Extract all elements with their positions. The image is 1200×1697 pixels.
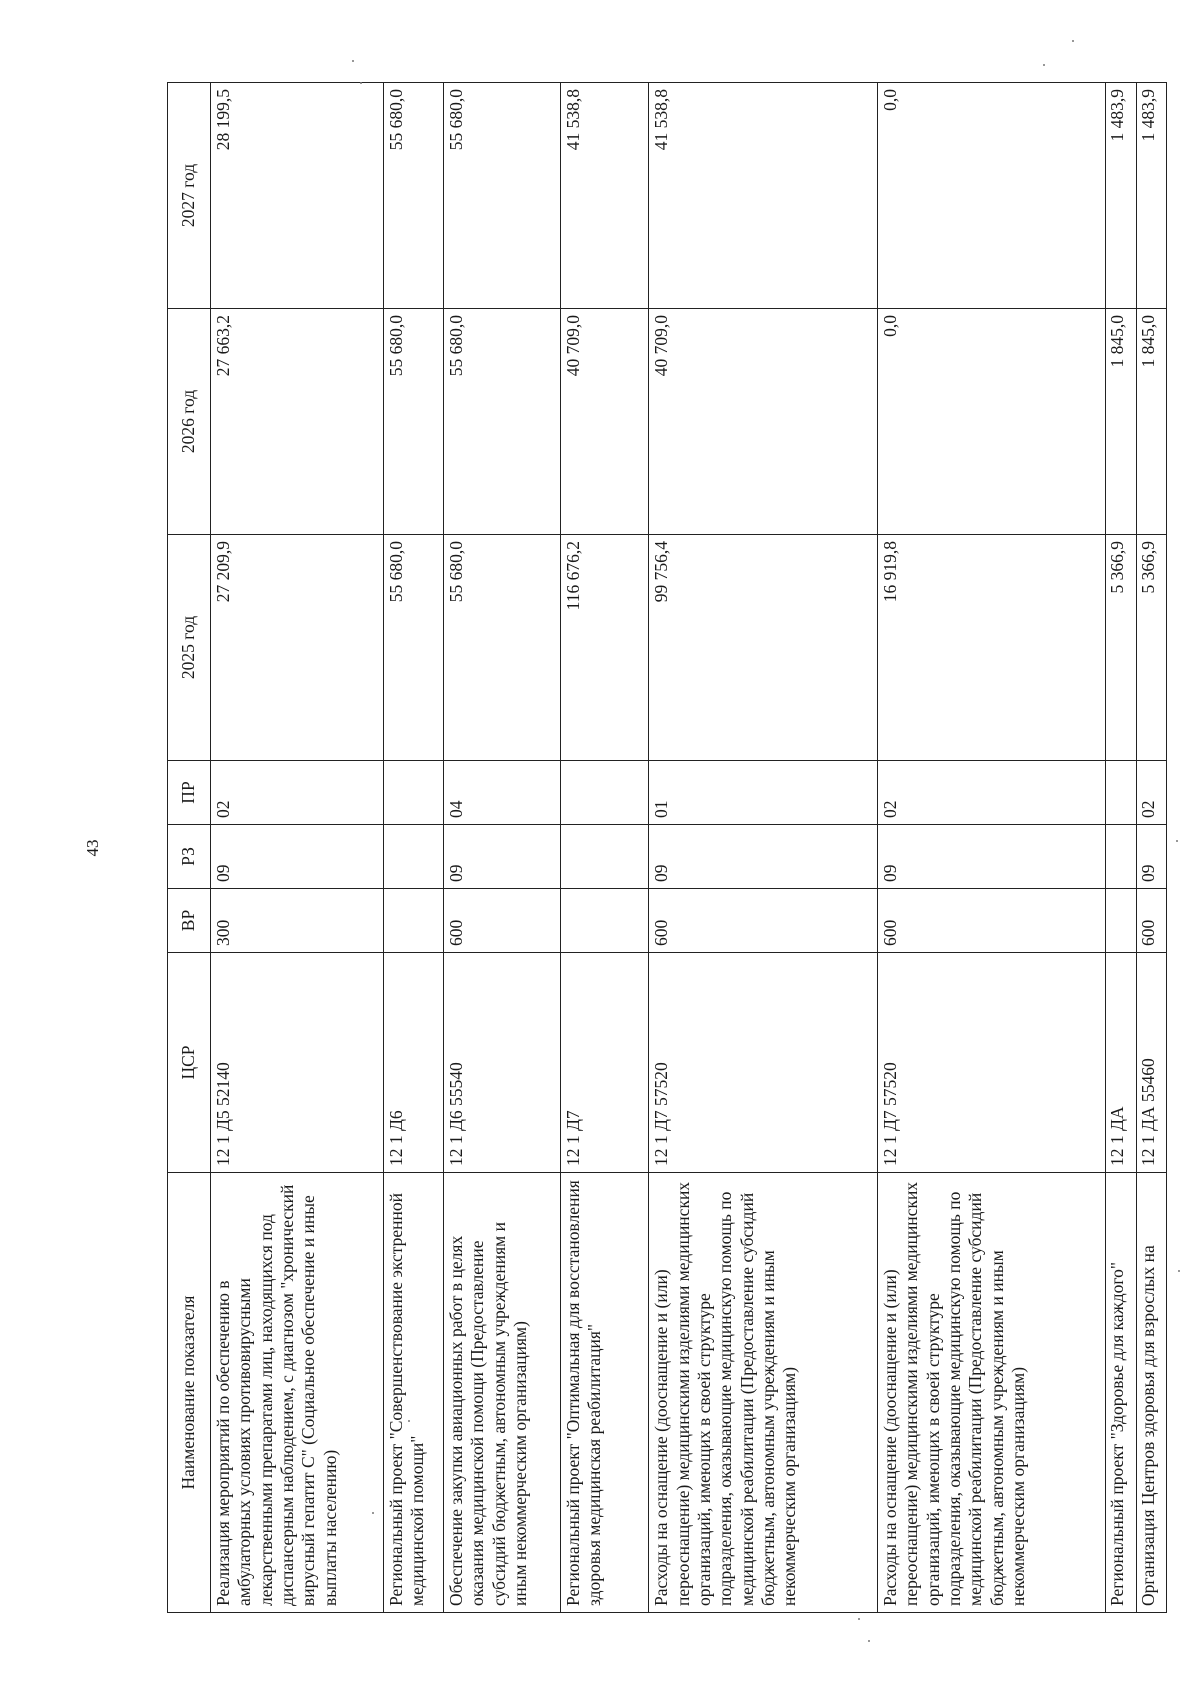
cell-pr (560, 761, 649, 825)
cell-pr: 01 (649, 761, 878, 825)
cell-rz: 09 (1136, 825, 1166, 889)
cell-csr: 12 1 Д7 57520 (649, 953, 878, 1173)
cell-name: Региональный проект "Оптимальная для восстановления здоровья медицинская реабилитация" (560, 1173, 649, 1613)
cell-2025: 55 680,0 (383, 535, 444, 761)
cell-name: Реализация мероприятий по обеспечению в амбулаторных условиях противовирусными лекарственными препаратами лиц, находящихся под диспансерным наблюдением, с диагнозом "хронический вирусный гепатит С" (Социальное обеспечение и иные выплаты населению) (211, 1173, 384, 1613)
scan-speck (1176, 840, 1178, 842)
cell-rz (560, 825, 649, 889)
cell-2025: 116 676,2 (560, 535, 649, 761)
cell-2026: 0,0 (877, 309, 1106, 535)
cell-2027: 41 538,8 (649, 83, 878, 309)
cell-vr: 600 (877, 889, 1106, 953)
scan-speck (858, 1618, 860, 1620)
header-2026: 2026 год (168, 309, 211, 535)
scan-speck (1072, 40, 1074, 42)
cell-2025: 5 366,9 (1136, 535, 1166, 761)
cell-name: Расходы на оснащение (дооснащение и (или) переоснащение) медицинскими изделиями медицинских организаций, имеющих в своей структуре подразделения, оказывающие медицинскую помощь по медицинской реабилитации (Предоставление субсидий бюджетным, автономным учреждениям и иным некоммерческим организациям) (649, 1173, 878, 1613)
cell-name: Региональный проект "Совершенствование экстренной медицинской помощи" (383, 1173, 444, 1613)
cell-2025: 99 756,4 (649, 535, 878, 761)
scan-speck (1043, 64, 1045, 66)
cell-2027: 1 483,9 (1106, 83, 1136, 309)
cell-2026: 40 709,0 (649, 309, 878, 535)
scan-speck (1178, 1270, 1180, 1272)
cell-rz (1106, 825, 1136, 889)
table-row (444, 83, 561, 1613)
cell-2027: 0,0 (877, 83, 1106, 309)
cell-csr: 12 1 Д7 57520 (877, 953, 1106, 1173)
cell-2027: 1 483,9 (1136, 83, 1166, 309)
cell-2026: 1 845,0 (1106, 309, 1136, 535)
cell-rz: 09 (877, 825, 1106, 889)
cell-vr (1106, 889, 1136, 953)
cell-rz: 09 (211, 825, 384, 889)
table-row (211, 83, 384, 1613)
cell-2026: 40 709,0 (560, 309, 649, 535)
table-row (1106, 83, 1136, 1613)
cell-pr (383, 761, 444, 825)
header-pr: ПР (168, 761, 211, 825)
cell-2025: 55 680,0 (444, 535, 561, 761)
cell-pr: 02 (877, 761, 1106, 825)
header-row (168, 83, 211, 1613)
page-number: 43 (83, 839, 102, 857)
cell-vr: 600 (1136, 889, 1166, 953)
header-rz: РЗ (168, 825, 211, 889)
table-row (560, 83, 649, 1613)
cell-2027: 41 538,8 (560, 83, 649, 309)
header-2025: 2025 год (168, 535, 211, 761)
cell-name: Обеспечение закупки авиационных работ в целях оказания медицинской помощи (Предоставление субсидий бюджетным, автономным учреждениям и иным некоммерческим организациям) (444, 1173, 561, 1613)
cell-name: Организация Центров здоровья для взрослых на (1136, 1173, 1166, 1613)
cell-vr: 600 (444, 889, 561, 953)
scan-speck (408, 1420, 410, 1422)
cell-vr (383, 889, 444, 953)
cell-csr: 12 1 Д6 55540 (444, 953, 561, 1173)
cell-vr (560, 889, 649, 953)
cell-2025: 27 209,9 (211, 535, 384, 761)
cell-pr: 02 (211, 761, 384, 825)
cell-2025: 16 919,8 (877, 535, 1106, 761)
cell-pr: 02 (1136, 761, 1166, 825)
scan-speck (372, 1512, 374, 1514)
table-row (877, 83, 1106, 1613)
budget-table (167, 82, 1167, 1613)
scan-speck (360, 82, 362, 84)
cell-csr: 12 1 Д7 (560, 953, 649, 1173)
scan-speck (868, 1640, 870, 1642)
cell-2026: 55 680,0 (444, 309, 561, 535)
cell-2027: 55 680,0 (383, 83, 444, 309)
cell-csr: 12 1 ДА (1106, 953, 1136, 1173)
cell-2026: 1 845,0 (1136, 309, 1166, 535)
cell-pr: 04 (444, 761, 561, 825)
cell-rz: 09 (444, 825, 561, 889)
cell-pr (1106, 761, 1136, 825)
cell-2027: 28 199,5 (211, 83, 384, 309)
rotated-table-container (167, 83, 1167, 1613)
cell-rz (383, 825, 444, 889)
cell-csr: 12 1 Д6 (383, 953, 444, 1173)
cell-vr: 300 (211, 889, 384, 953)
cell-rz: 09 (649, 825, 878, 889)
cell-csr: 12 1 ДА 55460 (1136, 953, 1166, 1173)
table-row (383, 83, 444, 1613)
header-csr: ЦСР (168, 953, 211, 1173)
cell-name: Расходы на оснащение (дооснащение и (или) переоснащение) медицинскими изделиями медицинских организаций, имеющих в своей структуре подразделения, оказывающие медицинскую помощь по медицинской реабилитации (Предоставление субсидий бюджетным, автономным учреждениям и иным некоммерческим организациям) (877, 1173, 1106, 1613)
table-row (1136, 83, 1166, 1613)
scan-speck (352, 60, 354, 62)
header-vr: ВР (168, 889, 211, 953)
cell-2026: 55 680,0 (383, 309, 444, 535)
cell-2026: 27 663,2 (211, 309, 384, 535)
cell-2027: 55 680,0 (444, 83, 561, 309)
cell-vr: 600 (649, 889, 878, 953)
cell-2025: 5 366,9 (1106, 535, 1136, 761)
header-2027: 2027 год (168, 83, 211, 309)
cell-csr: 12 1 Д5 52140 (211, 953, 384, 1173)
table-row (649, 83, 878, 1613)
header-name: Наименование показателя (168, 1173, 211, 1613)
cell-name: Региональный проект "Здоровье для каждого" (1106, 1173, 1136, 1613)
